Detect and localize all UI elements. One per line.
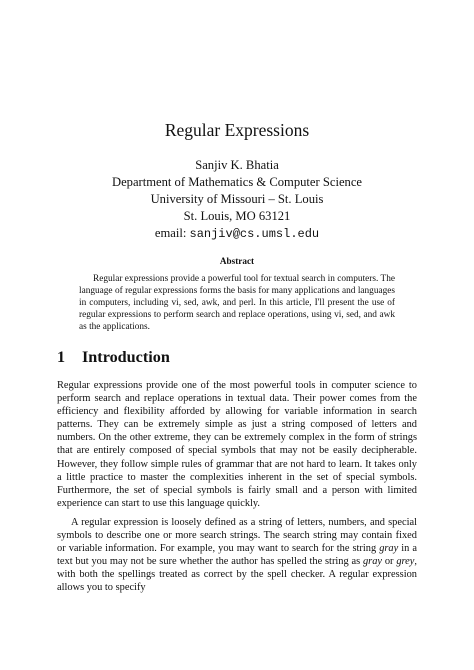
paper-title: Regular Expressions bbox=[164, 120, 310, 140]
author-location: St. Louis, MO 63121 bbox=[183, 209, 291, 223]
text-run: in a text but you may not be sure whether the author has spelled the string as bbox=[57, 543, 417, 568]
author-name: Sanjiv K. Bhatia bbox=[195, 158, 279, 172]
abstract-heading: Abstract bbox=[219, 256, 255, 266]
email-label: email: bbox=[154, 226, 190, 240]
author-email[interactable]: sanjiv@cs.umsl.edu bbox=[189, 227, 320, 241]
body-paragraph bbox=[57, 516, 417, 595]
body-paragraph: Regular expressions provide one of the most powerful tools in computer science to perform search and replace operations in textual data. Their power comes from the efficiency and flexibility afforded by allowing for variable information in search patterns. They can be extremely simple as just a string composed of letters and numbers. On the other extreme, they can be extremely complex in the form of strings that are entirely composed of special symbols that may not be easily decipherable. However, they follow simple rules of grammar that are not hard to learn. It takes only a little practice to master the complexities inherent in the set of special symbols. Furthermore, the set of special symbols is fairly small and a person with limited experience can start to use this language quickly. bbox=[57, 380, 417, 509]
abstract-text: Regular expressions provide a powerful tool for textual search in computers. The language of regular expressions forms the basis for many applications and languages in computers, including vi, sed, awk, and perl. In this article, I'll present the use of regular expressions to perform search and replace operations, using vi, sed, and awk as the applications. bbox=[79, 274, 395, 332]
abstract-block bbox=[79, 274, 395, 334]
section-heading bbox=[57, 348, 170, 367]
emphasis: gray bbox=[362, 556, 383, 568]
author-department: Department of Mathematics & Computer Science bbox=[111, 175, 363, 189]
author-university: University of Missouri – St. Louis bbox=[150, 192, 324, 206]
text-run: A regular expression is loosely defined as a string of letters, numbers, and special symbols to describe one or more search strings. The search string may contain fixed or variable information. For example, you may want to search for the string bbox=[57, 516, 417, 555]
section-number: 1 bbox=[57, 348, 66, 366]
author-block bbox=[0, 157, 474, 243]
section-title: Introduction bbox=[82, 348, 170, 366]
text-run: or bbox=[382, 556, 397, 568]
body-text bbox=[57, 379, 417, 595]
author-email-line bbox=[0, 225, 474, 243]
emphasis: gray bbox=[379, 543, 399, 555]
emphasis: grey bbox=[396, 556, 415, 568]
text-run: , with both the spellings treated as correct by the spell checker. A regular expression allows you to specify bbox=[57, 556, 417, 594]
